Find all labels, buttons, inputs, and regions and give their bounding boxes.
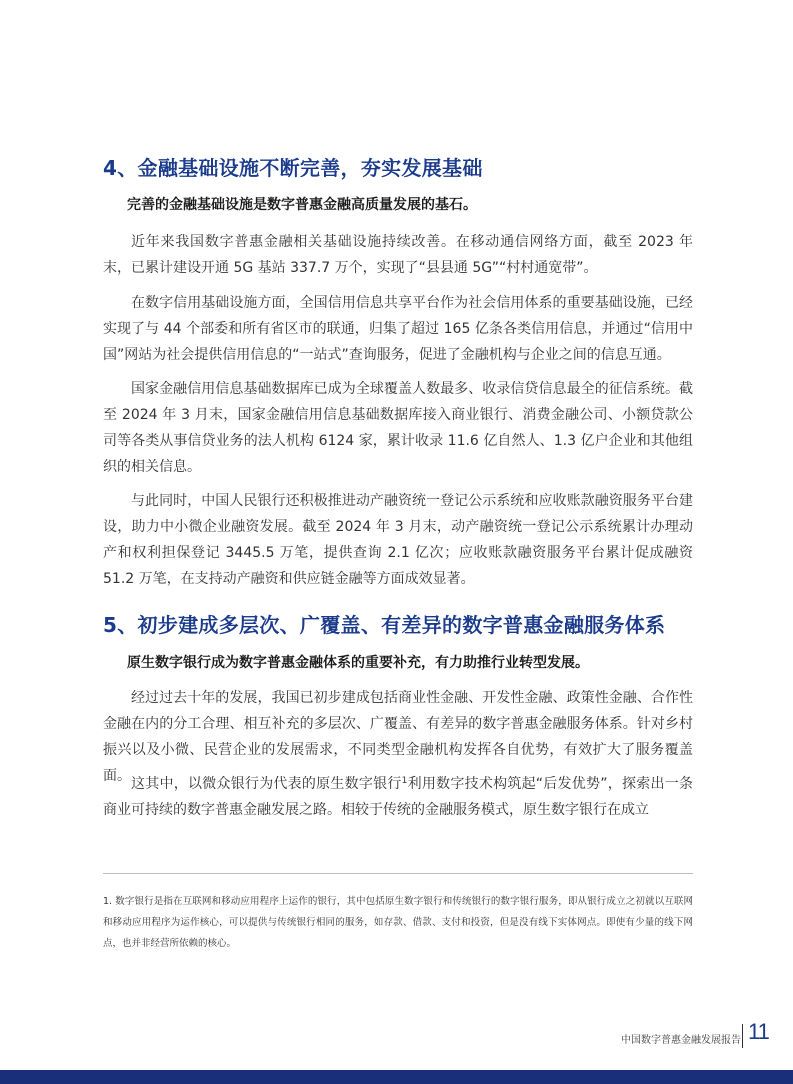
footer-report-title: 中国数字普惠金融发展报告 [621,1035,741,1046]
section-4-paragraph-4: 与此同时，中国人民银行还积极推进动产融资统一登记公示系统和应收账款融资服务平台建设，助力中小微企业融资发展。截至 2024 年 3 月末，动产融资统一登记公示系统累计办理动产和权利担保登记 3445.5 万笔，提供查询 2.1 亿次；应收账款融资服务平台累计促成融资 51.2 万笔，在支持动产融资和供应链金融等方面成效显著。 [103,493,693,587]
page-number: 11 [748,1019,769,1044]
section-4-paragraph-3: 国家金融信用信息基础数据库已成为全球覆盖人数最多、收录信贷信息最全的征信系统。截至 2024 年 3 月末，国家金融信用信息基础数据库接入商业银行、消费金融公司、小额贷款公司等各类从事信贷业务的法人机构 6124 家，累计收录 11.6 亿自然人、1.3 亿户企业和其他组织的相关信息。 [103,381,693,475]
section-5-heading: 5、初步建成多层次、广覆盖、有差异的数字普惠金融服务体系 [103,613,666,637]
footer-separator [742,1024,743,1048]
footnote: 1. 数字银行是指在互联网和移动应用程序上运作的银行，其中包括原生数字银行和传统银行的数字银行服务，即从银行成立之初就以互联网和移动应用程序为运作核心，可以提供与传统银行相同的服务，如存款、借款、支付和投资，但是没有线下实体网点。即使有少量的线下网点，也并非经营所依赖的核心。 [103,896,693,949]
section-4-lead: 完善的金融基础设施是数字普惠金融高质量发展的基石。 [127,197,477,213]
section-5-lead: 原生数字银行成为数字普惠金融体系的重要补充，有力助推行业转型发展。 [127,655,589,671]
section-4-paragraph-2: 在数字信用基础设施方面，全国信用信息共享平台作为社会信用体系的重要基础设施，已经实现了与 44 个部委和所有省区市的联通，归集了超过 165 亿条各类信用信息，并通过“信用中国”网站为社会提供信用信息的“一站式”查询服务，促进了金融机构与企业之间的信息互通。 [103,295,693,363]
footnote-marker[interactable]: 1 [401,776,408,786]
bottom-color-bar [0,1070,793,1084]
section-5-paragraph-2 [103,771,693,823]
section-4-heading: 4、金融基础设施不断完善，夯实发展基础 [103,156,483,180]
footnote-divider [103,873,693,874]
section-5-paragraph-2-text-b: 利用数字技术构筑起“后发优势”，探索出一条商业可持续的数字普惠金融发展之路。相较于传统的金融服务模式，原生数字银行在成立 [103,776,693,818]
section-5-paragraph-1: 经过过去十年的发展，我国已初步建成包括商业性金融、开发性金融、政策性金融、合作性金融在内的分工合理、相互补充的多层次、广覆盖、有差异的数字普惠金融服务体系。针对乡村振兴以及小微、民营企业的发展需求，不同类型金融机构发挥各自优势，有效扩大了服务覆盖面。 [103,690,693,784]
section-4-paragraph-1: 近年来我国数字普惠金融相关基础设施持续改善。在移动通信网络方面，截至 2023 年末，已累计建设开通 5G 基站 337.7 万个，实现了“县县通 5G”“村村通宽带”。 [103,234,693,276]
section-5-paragraph-2-text-a: 这其中，以微众银行为代表的原生数字银行 [131,776,402,792]
